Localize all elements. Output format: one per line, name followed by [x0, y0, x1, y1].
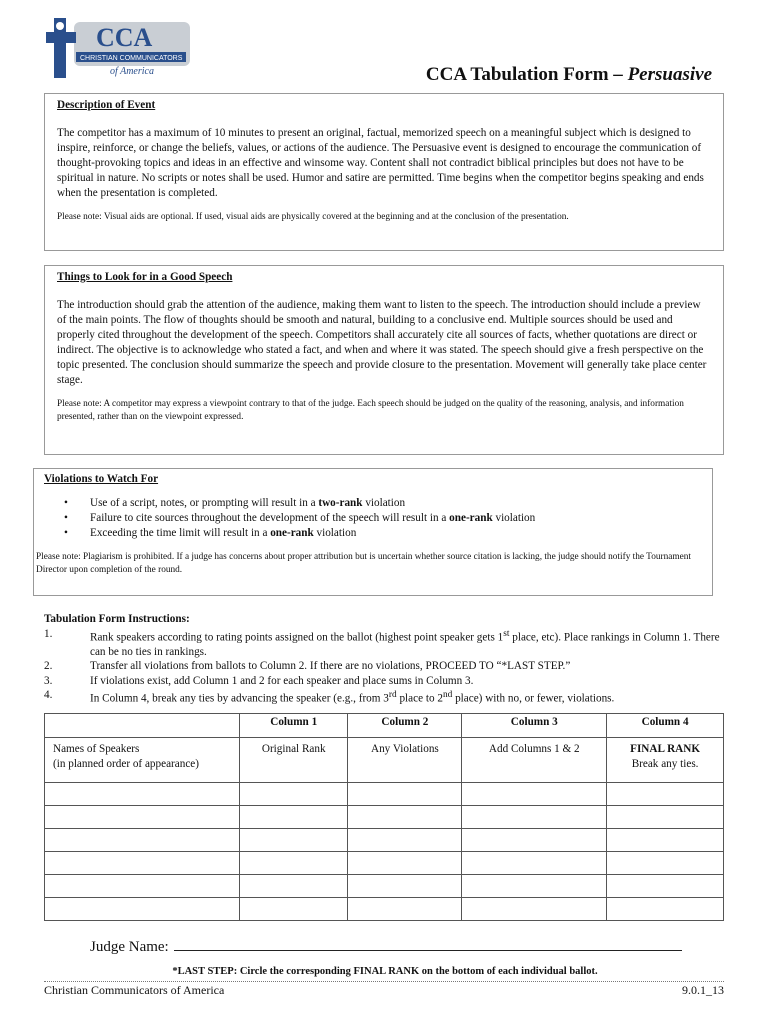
sum-cell[interactable]	[462, 806, 607, 829]
violations-section	[33, 468, 713, 596]
description-heading: Description of Event	[57, 99, 156, 111]
speaker-name-cell[interactable]	[45, 852, 240, 875]
footer-version: 9.0.1_13	[682, 983, 724, 997]
table-row	[45, 783, 724, 806]
speaker-name-cell[interactable]	[45, 898, 240, 921]
judge-name-field[interactable]	[174, 936, 682, 951]
instructions-heading: Tabulation Form Instructions:	[44, 613, 190, 625]
table-header-row	[45, 714, 724, 738]
footer-divider	[44, 981, 724, 982]
violation-item: • Exceeding the time limit will result in a one-rank violation	[44, 526, 702, 541]
column-1-header: Column 1	[240, 714, 348, 738]
tabulation-instructions	[44, 612, 724, 706]
table-corner-cell	[45, 714, 240, 738]
final-rank-cell[interactable]	[607, 898, 724, 921]
violations-heading: Violations to Watch For	[44, 473, 159, 485]
footer-organization: Christian Communicators of America	[44, 983, 225, 997]
description-body: The competitor has a maximum of 10 minutes to present an original, factual, memorized speech on a meaningful subject which is designed to inspire, reinforce, or change the beliefs, values, or actions of the audience. The Persuasive event is designed to encourage the communication of thought-provoking topics and ideas in an effective and winsome way. Content shall not contradict biblical principles but does not have to be spiritual in nature. No scripts or notes shall be used. Humor and satire are permitted. Time begins when the competitor begins speaking and ends when the presentation is completed.	[57, 127, 704, 199]
final-rank-cell[interactable]	[607, 852, 724, 875]
table-row	[45, 898, 724, 921]
table-subheader-row	[45, 738, 724, 783]
final-rank-cell[interactable]	[607, 806, 724, 829]
add-columns-header: Add Columns 1 & 2	[462, 738, 607, 783]
look-for-note: Please note: A competitor may express a viewpoint contrary to that of the judge. Each speech should be judged on the quality of the reasoning, analysis, and information presented, rather than on the viewpoint expressed.	[57, 399, 684, 422]
violations-list	[44, 496, 702, 541]
look-for-body: The introduction should grab the attention of the audience, making them want to listen to the speech. The introduction should include a preview of the main points. The flow of thoughts should be smooth and natural, building to a conclusive end. Multiple sources should be used and properly cited throughout the development of the speech. Competitors shall accurately cite all sources of facts, whether quotations are direct or indirect. The objective is to acknowledge who stated a fact, and when and where it was stated. The speech should give a fresh perspective on the topic presented. The conclusion should summarize the speech and provide closure to the presentation. Movement will generally take place center stage.	[57, 299, 707, 386]
violations-cell[interactable]	[348, 852, 462, 875]
cca-logo	[44, 16, 194, 80]
rank-cell[interactable]	[240, 783, 348, 806]
violations-cell[interactable]	[348, 829, 462, 852]
instruction-step: 3. If violations exist, add Column 1 and 2 for each speaker and place sums in Column 3.	[44, 674, 474, 687]
look-for-section	[44, 265, 724, 455]
speaker-name-cell[interactable]	[45, 783, 240, 806]
violations-cell[interactable]	[348, 783, 462, 806]
sum-cell[interactable]	[462, 829, 607, 852]
rank-cell[interactable]	[240, 852, 348, 875]
page-title	[426, 64, 712, 86]
table-row	[45, 875, 724, 898]
description-section	[44, 93, 724, 251]
look-for-heading: Things to Look for in a Good Speech	[57, 271, 233, 283]
names-header-cell: Names of Speakers (in planned order of appearance)	[45, 738, 240, 783]
judge-name-row	[90, 936, 682, 956]
table-row	[45, 852, 724, 875]
violations-cell[interactable]	[348, 806, 462, 829]
original-rank-header: Original Rank	[240, 738, 348, 783]
instruction-step: 2. Transfer all violations from ballots to Column 2. If there are no violations, PROCEED TO “*LAST STEP.”	[44, 660, 571, 673]
violations-note: Please note: Plagiarism is prohibited. If a judge has concerns about proper attribution but is uncertain whether source citation is lacking, the judge should notify the Tournament Director upon completion of the round.	[36, 552, 691, 575]
violation-item: • Use of a script, notes, or prompting will result in a two-rank violation	[44, 496, 702, 511]
last-step-instruction: *LAST STEP: Circle the corresponding FINAL RANK on the bottom of each individual ballot.	[172, 966, 598, 977]
rank-cell[interactable]	[240, 898, 348, 921]
tabulation-table	[44, 713, 724, 921]
any-violations-header: Any Violations	[348, 738, 462, 783]
violations-cell[interactable]	[348, 875, 462, 898]
logo-cross-horizontal	[46, 32, 76, 43]
sum-cell[interactable]	[462, 852, 607, 875]
final-rank-cell[interactable]	[607, 783, 724, 806]
page-title-main: CCA Tabulation Form –	[425, 64, 628, 85]
table-row	[45, 806, 724, 829]
rank-cell[interactable]	[240, 875, 348, 898]
instruction-step: 4. In Column 4, break any ties by advancing the speaker (e.g., from 3rd place to 2nd place) with no, or fewer, violations.	[44, 689, 615, 705]
table-row	[45, 829, 724, 852]
sum-cell[interactable]	[462, 898, 607, 921]
rank-cell[interactable]	[240, 806, 348, 829]
column-3-header: Column 3	[462, 714, 607, 738]
instruction-step: 1. Rank speakers according to rating points assigned on the ballot (highest point speaker gets 1st place, etc). Place rankings in Column 1. There can be no ties in rankings.	[44, 627, 720, 658]
sum-cell[interactable]	[462, 783, 607, 806]
logo-figure-head	[56, 22, 64, 30]
final-rank-cell[interactable]	[607, 875, 724, 898]
column-2-header: Column 2	[348, 714, 462, 738]
page-title-event: Persuasive	[627, 64, 712, 85]
sum-cell[interactable]	[462, 875, 607, 898]
final-rank-header: FINAL RANK Break any ties.	[607, 738, 724, 783]
speaker-name-cell[interactable]	[45, 806, 240, 829]
instructions-steps	[44, 627, 724, 707]
rank-cell[interactable]	[240, 829, 348, 852]
logo-line2: of America	[110, 66, 154, 77]
speaker-name-cell[interactable]	[45, 829, 240, 852]
violation-item: • Failure to cite sources throughout the development of the speech will result in a one-rank violation	[44, 511, 702, 526]
judge-name-label: Judge Name:	[90, 939, 169, 955]
column-4-header: Column 4	[607, 714, 724, 738]
speaker-name-cell[interactable]	[45, 875, 240, 898]
final-rank-cell[interactable]	[607, 829, 724, 852]
description-note: Please note: Visual aids are optional. If used, visual aids are physically covered at the beginning and at the conclusion of the presentation.	[57, 212, 569, 222]
logo-line1: CHRISTIAN COMMUNICATORS	[80, 55, 183, 62]
violations-cell[interactable]	[348, 898, 462, 921]
logo-abbr: CCA	[96, 23, 153, 52]
